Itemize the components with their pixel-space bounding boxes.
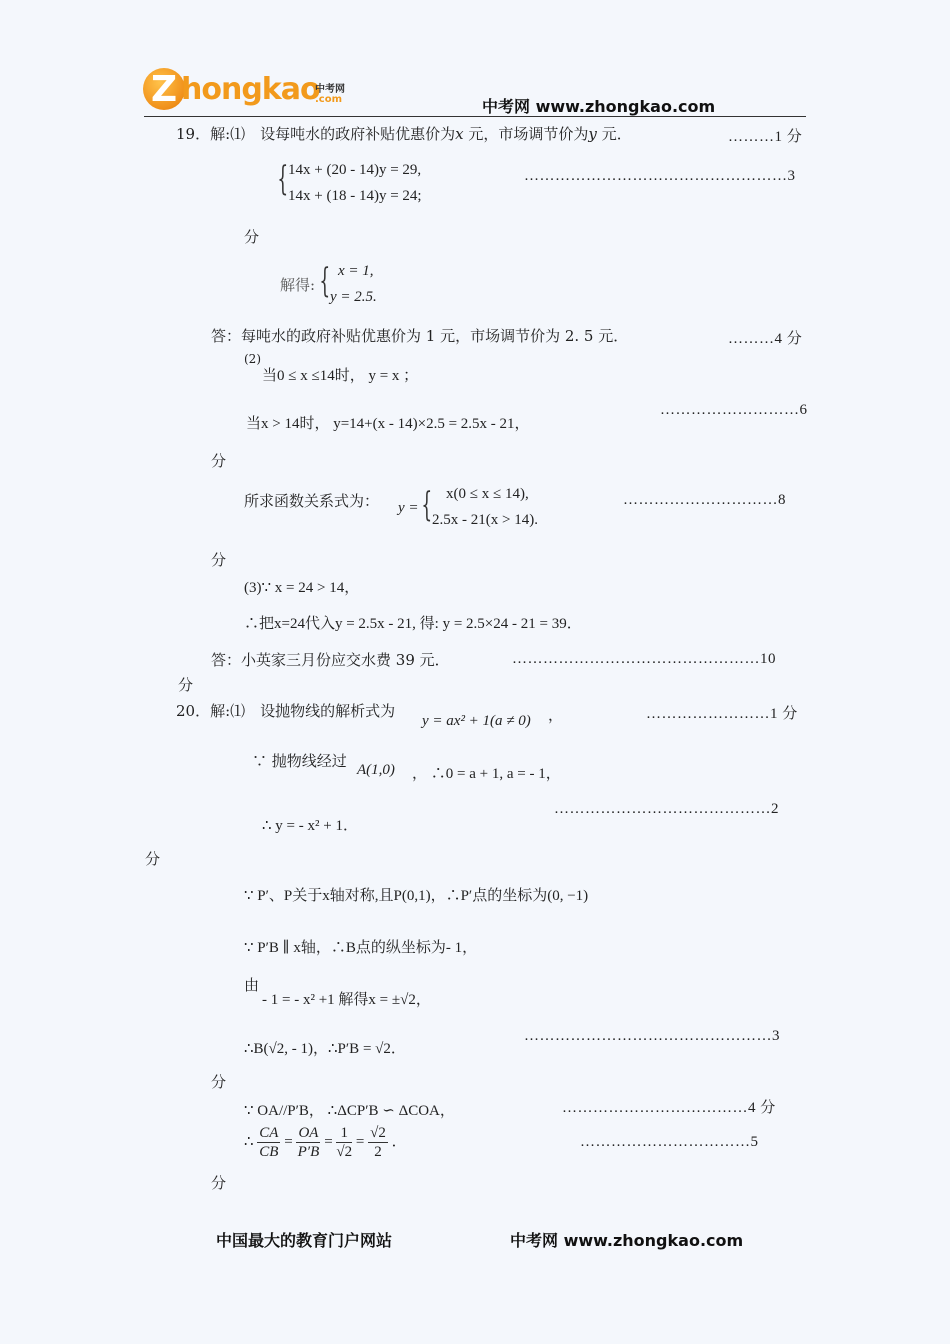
logo-z-circle: Z [143, 68, 185, 110]
q19-sol1: x = 1, [338, 263, 374, 279]
brace-icon: { [319, 261, 331, 301]
q20-fen-3: 分 [211, 1174, 227, 1192]
header-site-label: 中考网 www.zhongkao.com [482, 97, 716, 116]
q20-line3: ∴ y = - x² + 1． [262, 818, 358, 834]
q19-part2-label: (2) [244, 352, 261, 366]
q20-line1: 20．解:⑴ 设抛物线的解析式为 [176, 702, 396, 720]
q19-sol2: y = 2.5. [330, 289, 377, 305]
q19-part3-line1: (3)∵ x = 24 > 14， [244, 580, 360, 596]
q19-score-3: ……………………………………………3 [524, 168, 796, 184]
brace-icon: { [421, 485, 433, 525]
q20-score-3: …………………………………………3 [524, 1028, 780, 1044]
q20-line2-b: ， ∴0 = a + 1, a = - 1， [412, 766, 561, 782]
q20-fen-1: 分 [145, 850, 161, 868]
q20-line4: ∵ P′、P关于x轴对称,且P(0,1)，∴P′点的坐标为(0, −1) [244, 888, 589, 904]
q19-answer-1: 答：每吨水的政府补贴优惠价为 1 元，市场调节价为 2. 5 元． [211, 327, 629, 345]
q19-score-10: …………………………………………10 [512, 651, 776, 667]
q20-score-4: ………………………………4 分 [562, 1100, 776, 1116]
q19-score-1: ………1 分 [728, 129, 803, 145]
q19-score-6: ………………………6 [660, 402, 808, 418]
q20-line5: ∵ P′B ∥ x轴，∴B点的纵坐标为- 1， [244, 940, 478, 956]
q20-line1-equation: y = ax² + 1(a ≠ 0) [422, 713, 531, 729]
footer-left: 中国最大的教育门户网站 [216, 1231, 393, 1250]
q19-func-label: 所求函数关系式为： [244, 492, 380, 510]
zhongkao-logo [143, 68, 355, 112]
q20-line8: ∵ OA//P′B， ∴ΔCP′B ∽ ΔCOA， [244, 1103, 455, 1119]
logo-word: hongkao [181, 72, 320, 107]
q19-func-case1: x(0 ≤ x ≤ 14), [446, 486, 529, 502]
q20-line6: - 1 = - x² +1 解得x = ±√2， [262, 992, 431, 1008]
q20-line1-end: ， [548, 708, 564, 724]
q19-solve-label: 解得: [280, 276, 316, 294]
q20-line9: ∴ $\frac{CA}{CB}$ = $\frac{OA}{P'B}$ = $\frac{1}{√2}$ = $\frac{√2}{2}$ ． [244, 1125, 407, 1160]
q19-answer-3: 答：小英家三月份应交水费 39 元． [211, 651, 450, 669]
q19-line1: 19．解:⑴ 设每吨水的政府补贴优惠价为x 元，市场调节价为y 元． [176, 125, 632, 143]
q19-part2-line2: 当x > 14时， y=14+(x - 14)×2.5 = 2.5x - 21， [246, 416, 530, 432]
q20-line2-point: A(1,0) [357, 762, 395, 778]
q19-func-y: y = [398, 500, 419, 516]
q19-score-4: ………4 分 [728, 331, 803, 347]
q19-score-8: …………………………8 [623, 492, 786, 508]
logo-cn: 中考网 [315, 84, 345, 95]
q20-score-2: ……………………………………2 [554, 801, 779, 817]
q19-fen-1: 分 [244, 228, 260, 246]
q19-fen-4: 分 [178, 676, 194, 694]
q19-func-case2: 2.5x - 21(x > 14). [432, 512, 538, 528]
q20-score-1: ……………………1 分 [646, 706, 798, 722]
footer-right: 中考网 www.zhongkao.com [510, 1231, 744, 1250]
q20-line2: ∵ 抛物线经过 [252, 752, 347, 770]
q19-eq2: 14x + (18 - 14)y = 24; [288, 188, 422, 204]
q20-fen-2: 分 [211, 1073, 227, 1091]
q19-fen-3: 分 [211, 551, 227, 569]
q20-line6-prefix: 由 [244, 976, 260, 994]
q19-eq1: 14x + (20 - 14)y = 29, [288, 162, 422, 178]
q19-fen-2: 分 [211, 452, 227, 470]
q19-part2-line1: 当0 ≤ x ≤14时， y = x ； [262, 368, 419, 384]
brace-icon: { [277, 159, 289, 199]
logo-com: .com [315, 94, 343, 105]
q20-score-5: ……………………………5 [580, 1134, 759, 1150]
q20-line7: ∴B(√2, - 1)，∴P′B = √2． [244, 1041, 406, 1057]
header-divider [144, 116, 806, 117]
q19-part3-line2: ∴把x=24代入y = 2.5x - 21, 得: y = 2.5×24 - 21 = 39． [244, 616, 582, 632]
